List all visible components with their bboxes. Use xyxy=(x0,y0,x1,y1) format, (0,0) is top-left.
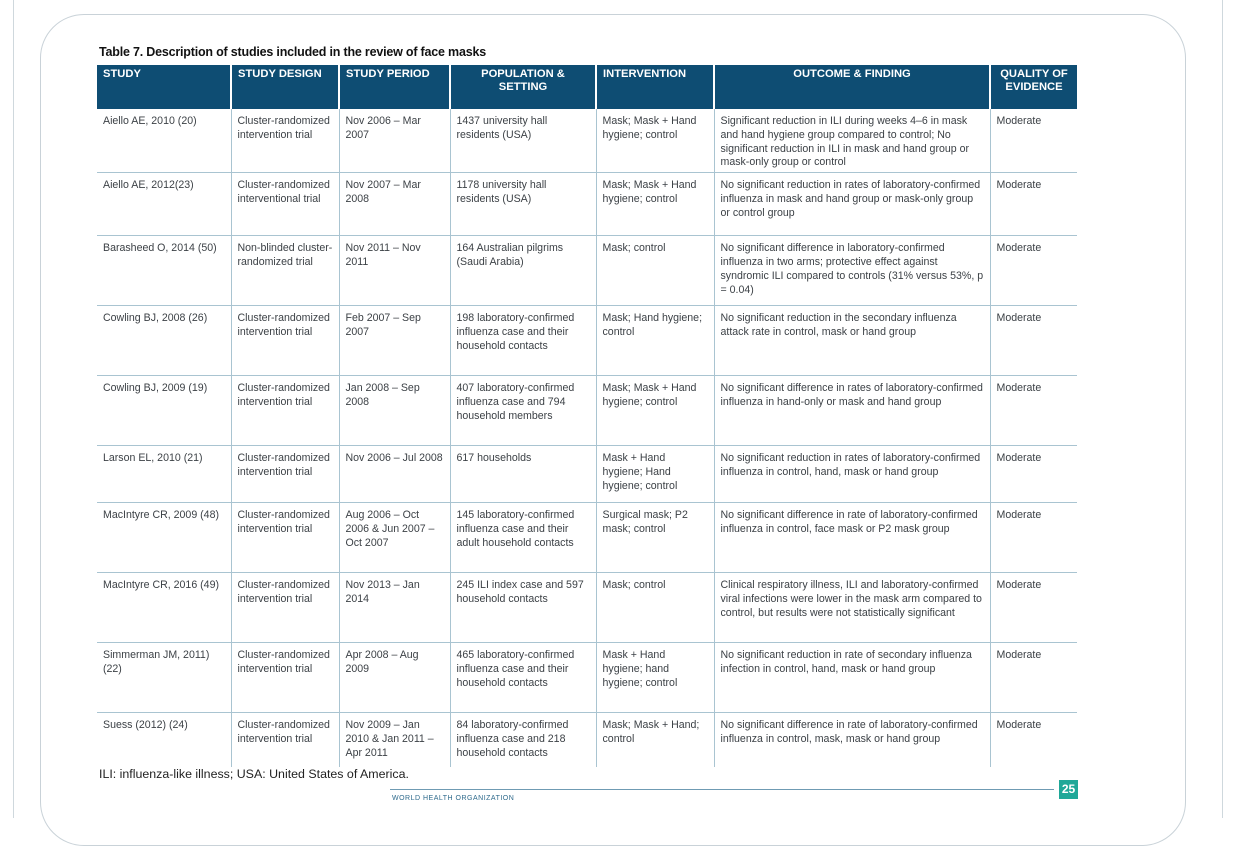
cell-outcome: No significant reduction in rates of laboratory-confirmed influenza in mask and hand group or mask-only group or control group xyxy=(714,173,990,236)
cell-intervention: Mask + Hand hygiene; hand hygiene; control xyxy=(596,643,714,713)
table-row xyxy=(97,713,1077,767)
cell-population: 198 laboratory-confirmed influenza case and their household contacts xyxy=(450,306,596,376)
cell-study: Aiello AE, 2010 (20) xyxy=(97,109,231,173)
cell-population: 465 laboratory-confirmed influenza case and their household contacts xyxy=(450,643,596,713)
cell-population: 617 households xyxy=(450,446,596,503)
table-row xyxy=(97,306,1077,376)
cell-design: Cluster-randomized intervention trial xyxy=(231,503,339,573)
cell-quality: Moderate xyxy=(990,643,1077,713)
cell-population: 245 ILI index case and 597 household contacts xyxy=(450,573,596,643)
header-study: STUDY xyxy=(97,65,231,109)
cell-intervention: Mask; Mask + Hand hygiene; control xyxy=(596,376,714,446)
table-row xyxy=(97,236,1077,306)
table-row xyxy=(97,503,1077,573)
cell-period: Aug 2006 – Oct 2006 & Jun 2007 – Oct 2007 xyxy=(339,503,450,573)
cell-population: 1178 university hall residents (USA) xyxy=(450,173,596,236)
cell-population: 164 Australian pilgrims (Saudi Arabia) xyxy=(450,236,596,306)
table-row xyxy=(97,573,1077,643)
cell-design: Cluster-randomized intervention trial xyxy=(231,306,339,376)
studies-table xyxy=(97,65,1077,767)
table-row xyxy=(97,173,1077,236)
cell-quality: Moderate xyxy=(990,573,1077,643)
cell-design: Non-blinded cluster-randomized trial xyxy=(231,236,339,306)
cell-study: Larson EL, 2010 (21) xyxy=(97,446,231,503)
cell-design: Cluster-randomized intervention trial xyxy=(231,713,339,767)
table-header-row xyxy=(97,65,1077,109)
cell-study: MacIntyre CR, 2016 (49) xyxy=(97,573,231,643)
cell-population: 407 laboratory-confirmed influenza case and 794 household members xyxy=(450,376,596,446)
header-population: POPULATION & SETTING xyxy=(450,65,596,109)
table-row xyxy=(97,643,1077,713)
cell-quality: Moderate xyxy=(990,109,1077,173)
cell-quality: Moderate xyxy=(990,236,1077,306)
cell-period: Nov 2009 – Jan 2010 & Jan 2011 – Apr 2011 xyxy=(339,713,450,767)
cell-outcome: No significant difference in rate of laboratory-confirmed influenza in control, face mask or P2 mask group xyxy=(714,503,990,573)
header-intervention: INTERVENTION xyxy=(596,65,714,109)
cell-study: Simmerman JM, 2011) (22) xyxy=(97,643,231,713)
cell-period: Jan 2008 – Sep 2008 xyxy=(339,376,450,446)
cell-intervention: Mask; control xyxy=(596,236,714,306)
cell-period: Nov 2006 – Mar 2007 xyxy=(339,109,450,173)
cell-design: Cluster-randomized intervention trial xyxy=(231,376,339,446)
cell-study: Cowling BJ, 2008 (26) xyxy=(97,306,231,376)
cell-period: Nov 2013 – Jan 2014 xyxy=(339,573,450,643)
cell-period: Nov 2011 – Nov 2011 xyxy=(339,236,450,306)
cell-quality: Moderate xyxy=(990,173,1077,236)
cell-outcome: No significant difference in laboratory-confirmed influenza in two arms; protective effect against syndromic ILI compared to controls (31% versus 53%, p = 0.04) xyxy=(714,236,990,306)
cell-period: Feb 2007 – Sep 2007 xyxy=(339,306,450,376)
cell-quality: Moderate xyxy=(990,306,1077,376)
header-quality: QUALITY OF EVIDENCE xyxy=(990,65,1077,109)
cell-quality: Moderate xyxy=(990,446,1077,503)
page-number-badge: 25 xyxy=(1059,780,1078,799)
table-row xyxy=(97,376,1077,446)
cell-outcome: No significant reduction in the secondary influenza attack rate in control, mask or hand group xyxy=(714,306,990,376)
cell-design: Cluster-randomized intervention trial xyxy=(231,109,339,173)
cell-population: 145 laboratory-confirmed influenza case and their adult household contacts xyxy=(450,503,596,573)
cell-design: Cluster-randomized intervention trial xyxy=(231,643,339,713)
cell-outcome: No significant difference in rate of laboratory-confirmed influenza in control, mask, mask or hand group xyxy=(714,713,990,767)
header-study-design: STUDY DESIGN xyxy=(231,65,339,109)
viewer-right-edge xyxy=(1222,0,1223,818)
cell-design: Cluster-randomized interventional trial xyxy=(231,173,339,236)
cell-design: Cluster-randomized intervention trial xyxy=(231,573,339,643)
cell-outcome: Significant reduction in ILI during weeks 4–6 in mask and hand hygiene group compared to control; No significant reduction in ILI in mask and hand group or mask-only group or control xyxy=(714,109,990,173)
cell-study: Cowling BJ, 2009 (19) xyxy=(97,376,231,446)
viewer-left-edge xyxy=(13,0,14,818)
table-footnote: ILI: influenza-like illness; USA: United States of America. xyxy=(99,767,409,781)
cell-intervention: Mask; Hand hygiene; control xyxy=(596,306,714,376)
cell-quality: Moderate xyxy=(990,503,1077,573)
footer-organization: WORLD HEALTH ORGANIZATION xyxy=(392,795,515,802)
cell-study: MacIntyre CR, 2009 (48) xyxy=(97,503,231,573)
cell-population: 1437 university hall residents (USA) xyxy=(450,109,596,173)
header-study-period: STUDY PERIOD xyxy=(339,65,450,109)
footer-rule xyxy=(390,789,1054,790)
table-row xyxy=(97,109,1077,173)
cell-outcome: No significant difference in rates of laboratory-confirmed influenza in hand-only or mask and hand group xyxy=(714,376,990,446)
cell-period: Nov 2006 – Jul 2008 xyxy=(339,446,450,503)
cell-intervention: Mask + Hand hygiene; Hand hygiene; control xyxy=(596,446,714,503)
table-caption: Table 7. Description of studies included in the review of face masks xyxy=(99,45,486,59)
cell-design: Cluster-randomized intervention trial xyxy=(231,446,339,503)
cell-intervention: Mask; Mask + Hand hygiene; control xyxy=(596,109,714,173)
cell-quality: Moderate xyxy=(990,376,1077,446)
cell-quality: Moderate xyxy=(996,719,1042,732)
cell-study: Suess (2012) (24) xyxy=(97,713,231,767)
cell-study: Barasheed O, 2014 (50) xyxy=(97,236,231,306)
cell-intervention: Mask; Mask + Hand hygiene; control xyxy=(596,173,714,236)
cell-outcome: No significant reduction in rate of secondary influenza infection in control, hand, mask or hand group xyxy=(714,643,990,713)
header-outcome: OUTCOME & FINDING xyxy=(714,65,990,109)
table-row xyxy=(97,446,1077,503)
cell-intervention: Surgical mask; P2 mask; control xyxy=(596,503,714,573)
cell-outcome: No significant reduction in rates of laboratory-confirmed influenza in control, hand, mask or hand group xyxy=(714,446,990,503)
cell-intervention: Mask; Mask + Hand; control xyxy=(596,713,714,767)
cell-outcome: Clinical respiratory illness, ILI and laboratory-confirmed viral infections were lower in the mask arm compared to control, but results were not statistically significant xyxy=(714,573,990,643)
cell-population: 84 laboratory-confirmed influenza case and 218 household contacts xyxy=(450,713,596,767)
cell-period: Nov 2007 – Mar 2008 xyxy=(339,173,450,236)
cell-period: Apr 2008 – Aug 2009 xyxy=(339,643,450,713)
cell-study: Aiello AE, 2012(23) xyxy=(97,173,231,236)
cell-intervention: Mask; control xyxy=(596,573,714,643)
